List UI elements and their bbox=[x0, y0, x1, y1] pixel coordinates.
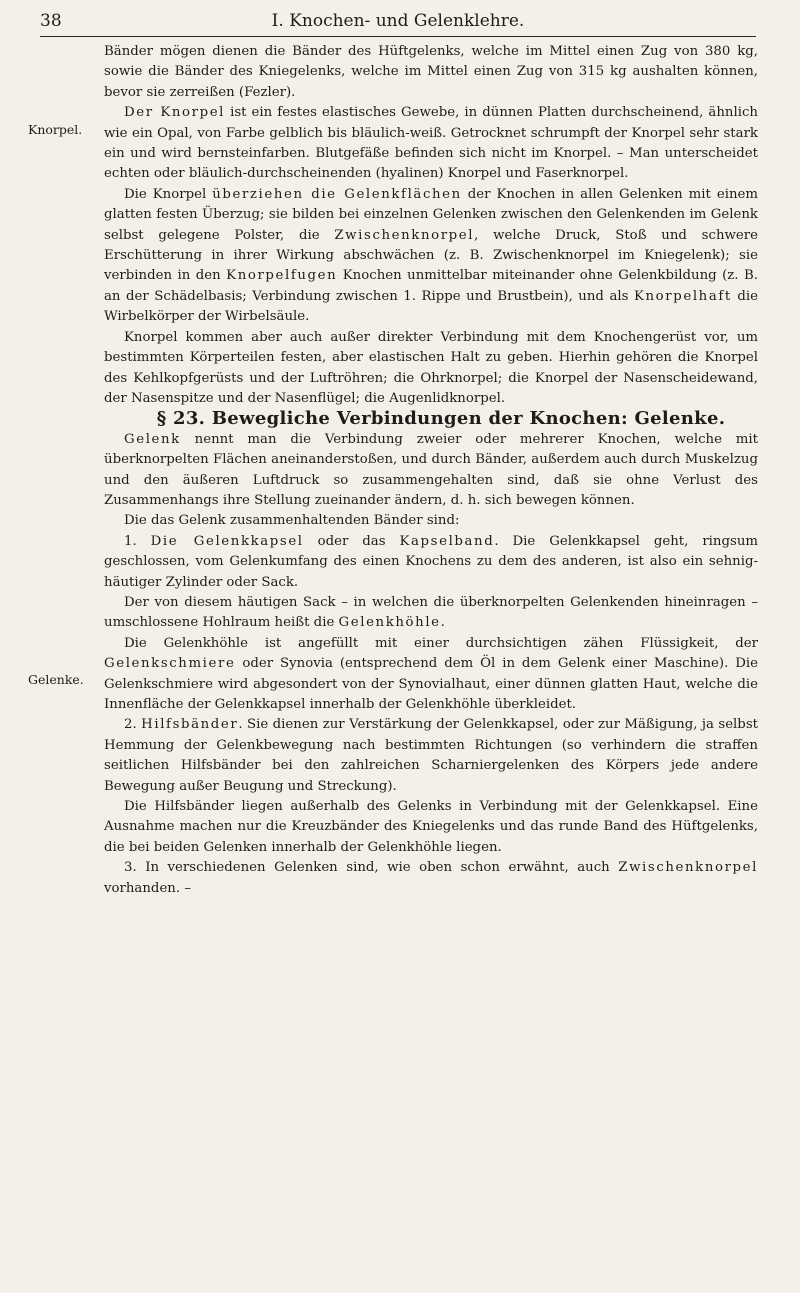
paragraph bbox=[104, 185, 758, 328]
list-item bbox=[104, 858, 758, 899]
paragraph-text: oder Synovia (entsprechend dem Öl in dem Gelenk einer Maschine). Die Gelenkschmiere wird abgesondert von der Synovialhaut, einer dünnen glatten Haut, welche die Innenfläche der Gelenkkapsel innerhalb der Gelenkhöhle überkleidet. bbox=[104, 656, 758, 712]
paragraph bbox=[104, 511, 758, 531]
section-title: § 23. Bewegliche Verbindungen der Knochen: Gelenke. bbox=[156, 408, 726, 430]
list-item bbox=[104, 532, 758, 593]
header-rule bbox=[40, 36, 756, 37]
term: Der Knorpel bbox=[124, 105, 226, 121]
paragraph-text: Der von diesem häutigen Sack – in welchen die überknorpelten Gelenkenden hineinragen – umschlossene Hohlraum heißt die bbox=[104, 594, 758, 631]
paragraph bbox=[104, 593, 758, 634]
paragraph-text: . bbox=[440, 615, 445, 631]
term: Gelenkschmiere bbox=[104, 656, 236, 672]
paragraph-text: oder das bbox=[303, 533, 400, 549]
paragraph-text: der Knochen in allen Gelenken mit einem glatten festen Überzug; sie bilden bei einzelnen Gelenken zwischen den Gelenkenden im Gelenk selbst gelegene Polster, die bbox=[104, 186, 758, 243]
paragraph-text: Die das Gelenk zusammenhaltenden Bänder sind: bbox=[124, 513, 460, 529]
margin-note-gelenke: Gelenke. bbox=[28, 672, 84, 687]
term: Knorpelfugen bbox=[226, 268, 338, 284]
paragraph-text: . Sie dienen zur Verstärkung der Gelenkkapsel, oder zur Mäßigung, ja selbst Hemmung der Gelenkbewegung nach bestimmten Richtungen (so verhindern die straffen seitlichen Hilfsbänder bei den zahlreichen Scharniergelenken des Körpers jede andere Bewegung außer Beugung und Streckung). bbox=[104, 717, 758, 794]
paragraph bbox=[104, 103, 758, 185]
paragraph bbox=[104, 634, 758, 716]
paragraph-text: die Wirbelkörper der Wirbelsäule. bbox=[104, 288, 758, 325]
paragraph-text: Die Gelenkhöhle ist angefüllt mit einer durchsichtigen zähen Flüssigkeit, der bbox=[124, 635, 758, 651]
term: Gelenkhöhle bbox=[338, 615, 441, 631]
list-item bbox=[104, 715, 758, 797]
page-number: 38 bbox=[40, 11, 62, 31]
paragraph-text: Die Knorpel bbox=[124, 186, 213, 202]
paragraph bbox=[104, 797, 758, 858]
paragraph-text: nennt man die Verbindung zweier oder mehrerer Knochen, welche mit überknorpelten Flächen aneinanderstoßen, und durch Bänder, außerdem auch durch Muskelzug und den äußeren Luftdruck so zusammengehalten sind, daß sie ohne Verlust des Zusammenhangs ihre Stellung zueinander ändern, d. h. sich bewegen können. bbox=[104, 431, 758, 508]
paragraph-text: vorhanden. – bbox=[104, 880, 191, 896]
paragraph-text: , welche Druck, Stoß und schwere Erschütterung in ihrer Wirkung abschwächen (z. B. Zwischenknorpel im Kniegelenk); sie verbinden in den bbox=[104, 227, 758, 284]
paragraph-text: . Die Gelenkkapsel geht, ringsum geschlossen, vom Gelenkumfang des einen Knochens zu dem des anderen, ist also ein sehnig-häutiger Zylinder oder Sack. bbox=[104, 533, 758, 590]
term: Knorpelhaft bbox=[633, 288, 732, 304]
paragraph-text: Knochen unmittelbar miteinander ohne Gelenkbildung (z. B. an der Schädelbasis; Verbindung zwischen 1. Rippe und Brustbein), und als bbox=[104, 268, 758, 304]
paragraph-text: Knorpel kommen aber auch außer direkter Verbindung mit dem Knochengerüst vor, um bestimmten Körperteilen festen, aber elastischen Halt zu geben. Hierhin gehören die Knorpel des Kehlkopfgerüsts und der Luftröhren; die Ohrknorpel; die Knorpel der Nasenscheidewand, der Nasenspitze und der Nasenflügel; die Augenlidknorpel. bbox=[104, 329, 758, 406]
list-number: 1. bbox=[124, 533, 151, 549]
paragraph bbox=[104, 328, 758, 410]
paragraph-text: 3. In verschiedenen Gelenken sind, wie oben schon erwähnt, auch bbox=[124, 860, 619, 876]
term: Kapselband bbox=[399, 533, 495, 549]
main-text bbox=[104, 42, 758, 899]
paragraph bbox=[104, 42, 758, 103]
paragraph bbox=[104, 430, 758, 512]
term: Gelenk bbox=[124, 431, 181, 447]
term: überziehen die Gelenkflächen bbox=[212, 186, 462, 202]
term: Hilfsbänder bbox=[141, 717, 239, 733]
margin-note-knorpel: Knorpel. bbox=[28, 122, 83, 137]
term: Zwischenknorpel bbox=[618, 860, 758, 876]
page-header bbox=[40, 4, 756, 38]
term: Zwischenknorpel bbox=[334, 227, 475, 243]
list-number: 2. bbox=[124, 717, 142, 733]
paragraph-text: Die Hilfsbänder liegen außerhalb des Gelenks in Verbindung mit der Gelenkkapsel. Eine Ausnahme machen nur die Kreuzbänder des Kniegelenks und das runde Band des Hüftgelenks, die bei beiden Gelenken innerhalb der Gelenkhöhle liegen. bbox=[104, 799, 758, 855]
paragraph-text: Bänder mögen dienen die Bänder des Hüftgelenks, welche im Mittel einen Zug von 380 kg, sowie die Bänder des Kniegelenks, welche im Mittel einen Zug von 315 kg aushalten können, bevor sie zerreißen (Fezler). bbox=[104, 44, 758, 100]
paragraph-text: ist ein festes elastisches Gewebe, in dünnen Platten durchscheinend, ähnlich wie ein Opal, von Farbe gelblich bis bläulich-weiß. Getrocknet schrumpft der Knorpel sehr stark ein und wird bernsteinfarben. Blutgefäße befinden sich nicht im Knorpel. – Man unterscheidet echten oder bläulich-durchscheinenden (hyalinen) Knorpel und Faserknorpel. bbox=[104, 105, 758, 182]
running-title: I. Knochen- und Gelenklehre. bbox=[271, 11, 525, 31]
term: Die Gelenkkapsel bbox=[150, 533, 304, 549]
